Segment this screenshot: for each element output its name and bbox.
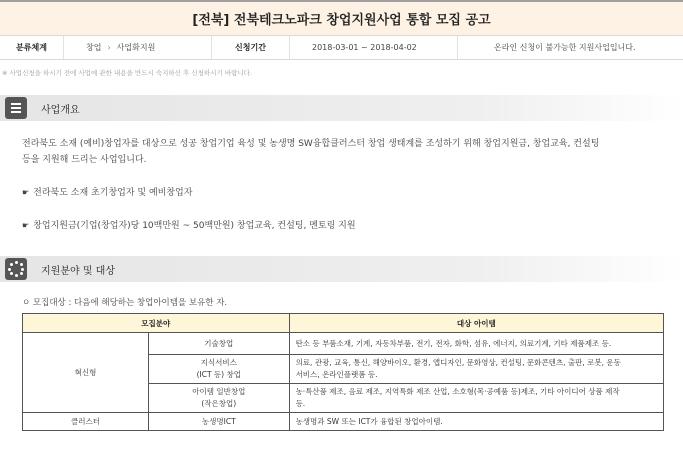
item-general-line2: 등. [295, 399, 306, 408]
period-value: 2018-03-01 ~ 2018-04-02 [290, 36, 458, 59]
info-row [0, 36, 683, 60]
overview-bullet-1 [22, 185, 192, 201]
overview-paragraph-line1: 전라북도 소재 (예비)창업자를 대상으로 성공 창업기업 육성 및 농생명 SW융합클러스터 창업 생태계를 조성하기 위해 창업지원금, 창업교육, 컨설팅 [22, 139, 600, 149]
item-general [289, 384, 663, 413]
online-note: 온라인 신청이 불가능한 지원사업입니다. [494, 43, 636, 52]
chevron-right-icon: › [107, 43, 111, 52]
page-title: [전북] 전북테크노파크 창업지원사업 통합 모집 공고 [192, 13, 491, 28]
col-header-item: 대상 아이템 [289, 314, 663, 333]
page-title-bar [0, 0, 683, 36]
col-header-field: 모집분야 [23, 314, 290, 333]
overview-bullet-2-text: 창업지원금(기업(창업자)당 10백만원 ~ 50백만원) 창업교육, 컨설팅, 멘토링 지원 [33, 221, 356, 231]
pointing-hand-icon: ☛ [22, 188, 30, 197]
overview-paragraph [22, 136, 672, 168]
breadcrumb-item-commercialization[interactable]: 사업화지원 [116, 43, 156, 52]
item-knowledge-line1: 의료, 관광, 교육, 통신, 해양바이오, 환경, 앱디자인, 문화영상, 컨설팅, 문화콘텐츠, 출판, 로봇, 운동 [295, 358, 621, 367]
support-intro: ㅇ 모집대상 : 다음에 해당하는 창업아이템을 보유한 자. [22, 298, 228, 308]
table-row [23, 333, 664, 355]
target-items-table [22, 313, 664, 431]
item-knowledge-line2: 서비스, 온라인플랫폼 등. [295, 370, 378, 379]
overview-heading: 사업개요 [41, 104, 80, 116]
overview-section-header [0, 95, 683, 121]
overview-paragraph-line2: 등을 지원해 드리는 사업입니다. [22, 155, 147, 165]
period-label: 신청기간 [212, 36, 290, 59]
sub-field-knowledge-line2: (ICT 등) 창업 [196, 370, 241, 379]
sub-field-knowledge [149, 355, 290, 384]
sub-field-agri-ict: 농생명ICT [149, 413, 290, 431]
item-agri-ict: 농생명과 SW 또는 ICT가 융합된 창업아이템. [289, 413, 663, 431]
list-icon [5, 97, 27, 119]
pointing-hand-icon: ☛ [22, 221, 30, 230]
spinner-icon [5, 258, 27, 280]
sub-field-tech: 기술창업 [149, 333, 290, 355]
table-header-row [23, 314, 664, 333]
sub-field-general-line1: 아이템 일반창업 [192, 387, 246, 396]
notice-text: ※ 사업신청을 하시기 전에 사업에 관한 내용을 반드시 숙지하신 후 신청하시기 바랍니다. [2, 69, 253, 77]
item-tech: 탄소 등 부품소재, 기계, 자동차부품, 전기, 전자, 화학, 섬유, 에너지, 의료기계, 기타 제품제조 등. [289, 333, 663, 355]
sub-field-general [149, 384, 290, 413]
support-section-header [0, 256, 683, 282]
overview-bullet-1-text: 전라북도 소재 초기창업자 및 예비창업자 [33, 188, 193, 198]
group-innovation: 혁신형 [23, 333, 149, 413]
category-label: 분류체계 [0, 36, 64, 59]
support-heading: 지원분야 및 대상 [41, 265, 115, 277]
breadcrumb-item-startup[interactable]: 창업 [86, 43, 102, 52]
overview-bullet-2 [22, 218, 356, 234]
item-knowledge [289, 355, 663, 384]
table-row [23, 413, 664, 431]
item-general-line1: 농·특산품 제조, 음료 제조, 지역특화 제조 산업, 소호형(목·공예품 등)제조, 기타 아이디어 상품 제작 [295, 387, 620, 396]
sub-field-general-line2: (작은창업) [201, 399, 237, 408]
group-cluster: 클러스터 [23, 413, 149, 431]
sub-field-knowledge-line1: 지식서비스 [200, 358, 237, 367]
breadcrumb [64, 36, 212, 59]
